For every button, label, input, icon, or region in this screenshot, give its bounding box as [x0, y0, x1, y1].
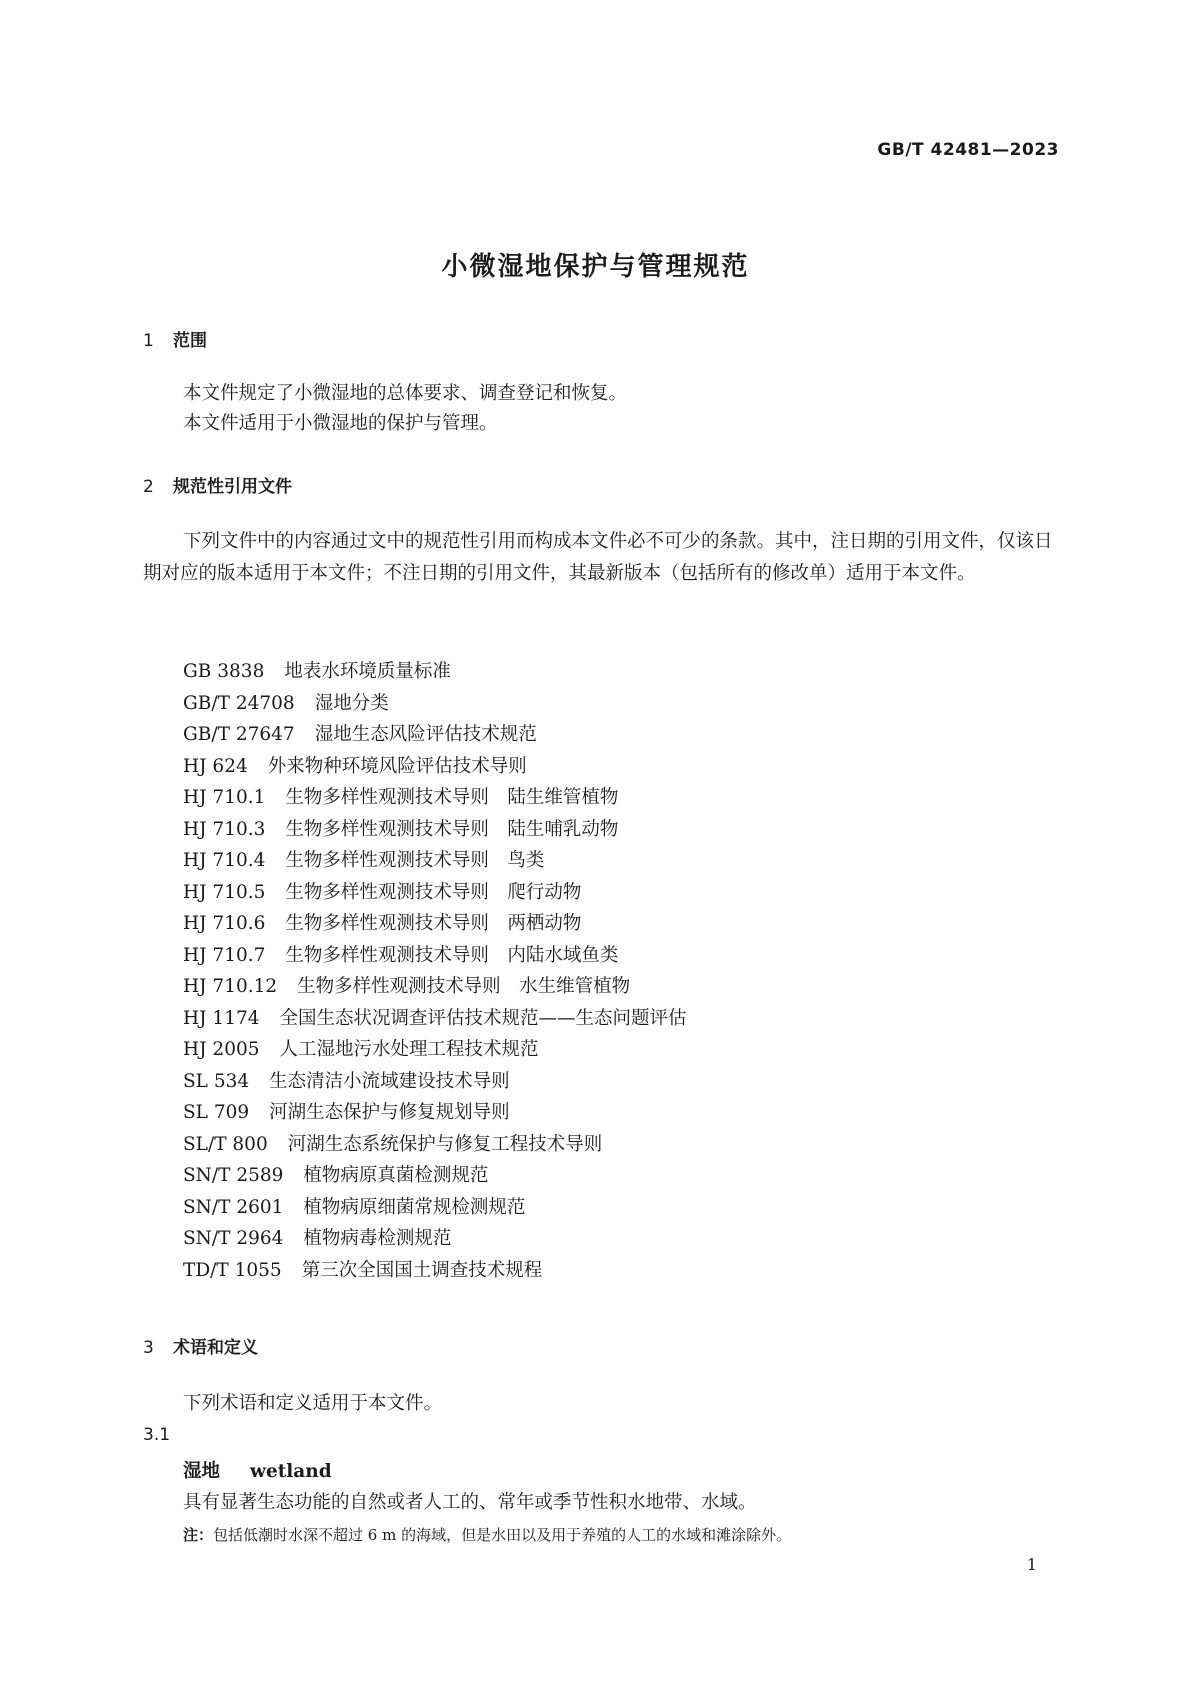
- normative-intro: 下列文件中的内容通过文中的规范性引用而构成本文件必不可少的条款。其中，注日期的引用文件，仅该日期对应的版本适用于本文件；不注日期的引用文件，其最新版本（包括所有的修改单）适用于本文件。: [143, 531, 1053, 584]
- note-label: 注：: [183, 1526, 214, 1544]
- reference-code: SN/T 2589: [183, 1165, 284, 1186]
- list-item: [183, 1192, 687, 1224]
- list-item: [183, 1223, 687, 1255]
- list-item: [183, 782, 687, 814]
- list-item: [183, 908, 687, 940]
- reference-title: 河湖生态保护与修复规划导则: [269, 1102, 510, 1123]
- list-item: [183, 656, 687, 688]
- reference-code: HJ 2005: [183, 1039, 260, 1060]
- reference-code: TD/T 1055: [183, 1259, 282, 1281]
- section-title: 规范性引用文件: [173, 477, 292, 497]
- term-chinese: 湿地: [183, 1461, 221, 1482]
- reference-code: HJ 710.4: [183, 850, 266, 871]
- list-item: [183, 1129, 687, 1161]
- reference-code: HJ 710.7: [183, 944, 266, 966]
- scope-paragraph-2: 本文件适用于小微湿地的保护与管理。: [183, 413, 498, 434]
- list-item: [183, 1255, 687, 1287]
- section-title: 范围: [173, 331, 207, 351]
- reference-code: HJ 1174: [183, 1007, 260, 1029]
- reference-title: 生物多样性观测技术导则 两栖动物: [285, 913, 582, 934]
- list-item: [183, 688, 687, 720]
- list-item: [183, 814, 687, 846]
- reference-title: 地表水环境质量标准: [284, 661, 451, 682]
- reference-list: [183, 656, 687, 1286]
- reference-code: SN/T 2964: [183, 1228, 284, 1249]
- list-item: [183, 751, 687, 783]
- reference-title: 全国生态状况调查评估技术规范——生态问题评估: [279, 1007, 687, 1029]
- reference-code: HJ 710.12: [183, 976, 278, 997]
- list-item: [183, 1034, 687, 1066]
- reference-code: SL/T 800: [183, 1133, 268, 1155]
- reference-code: HJ 710.3: [183, 818, 266, 840]
- scope-paragraph-1: 本文件规定了小微湿地的总体要求、调查登记和恢复。: [183, 383, 628, 404]
- reference-code: SL 534: [183, 1070, 250, 1092]
- reference-title: 生物多样性观测技术导则 陆生哺乳动物: [285, 818, 619, 840]
- reference-title: 生物多样性观测技术导则 陆生维管植物: [285, 787, 619, 808]
- reference-title: 生物多样性观测技术导则 水生维管植物: [297, 976, 631, 997]
- reference-title: 植物病原真菌检测规范: [303, 1165, 489, 1186]
- reference-title: 植物病原细菌常规检测规范: [303, 1196, 526, 1218]
- term-english: wetland: [250, 1461, 332, 1482]
- reference-title: 生态清洁小流域建设技术导则: [269, 1070, 510, 1092]
- term-note: [183, 1524, 791, 1545]
- terms-intro: 下列术语和定义适用于本文件。: [183, 1393, 443, 1414]
- list-item: [183, 719, 687, 751]
- section-heading-scope: [143, 326, 207, 351]
- reference-title: 生物多样性观测技术导则 鸟类: [285, 850, 545, 871]
- reference-code: HJ 710.1: [183, 787, 266, 808]
- note-text: 包括低潮时水深不超过 6 m 的海域，但是水田以及用于养殖的人工的水域和滩涂除外。: [213, 1526, 792, 1544]
- list-item: [183, 940, 687, 972]
- reference-code: GB/T 27647: [183, 724, 295, 745]
- reference-title: 生物多样性观测技术导则 爬行动物: [285, 881, 582, 903]
- reference-code: GB 3838: [183, 661, 265, 682]
- list-item: [183, 877, 687, 909]
- list-item: [183, 971, 687, 1003]
- reference-title: 植物病毒检测规范: [303, 1228, 452, 1249]
- reference-title: 外来物种环境风险评估技术导则: [267, 755, 527, 777]
- list-item: [183, 1066, 687, 1098]
- section-number: 3: [143, 1338, 154, 1358]
- reference-title: 湿地生态风险评估技术规范: [314, 724, 537, 745]
- reference-code: SL 709: [183, 1102, 250, 1123]
- section-title: 术语和定义: [173, 1338, 258, 1358]
- section-heading-terms: [143, 1333, 258, 1358]
- term-definition: 具有显著生态功能的自然或者人工的、常年或季节性积水地带、水域。: [183, 1492, 757, 1513]
- term-number: 3.1: [143, 1425, 171, 1445]
- reference-code: SN/T 2601: [183, 1196, 284, 1218]
- list-item: [183, 1160, 687, 1192]
- reference-title: 人工湿地污水处理工程技术规范: [279, 1039, 539, 1060]
- reference-title: 生物多样性观测技术导则 内陆水域鱼类: [285, 944, 619, 966]
- document-code: GB/T 42481—2023: [877, 140, 1059, 160]
- list-item: [183, 1003, 687, 1035]
- reference-title: 湿地分类: [314, 692, 389, 714]
- page-title: 小微湿地保护与管理规范: [441, 252, 750, 282]
- reference-code: GB/T 24708: [183, 692, 295, 714]
- reference-code: HJ 710.5: [183, 881, 266, 903]
- list-item: [183, 1097, 687, 1129]
- reference-title: 第三次全国国土调查技术规程: [301, 1259, 543, 1281]
- section-number: 1: [143, 331, 154, 351]
- page-number: 1: [1026, 1555, 1037, 1574]
- reference-title: 河湖生态系统保护与修复工程技术导则: [287, 1133, 603, 1155]
- reference-code: HJ 624: [183, 755, 248, 777]
- section-heading-normative: [143, 472, 292, 497]
- section-number: 2: [143, 477, 154, 497]
- reference-code: HJ 710.6: [183, 913, 266, 934]
- list-item: [183, 845, 687, 877]
- term-entry: [183, 1457, 332, 1483]
